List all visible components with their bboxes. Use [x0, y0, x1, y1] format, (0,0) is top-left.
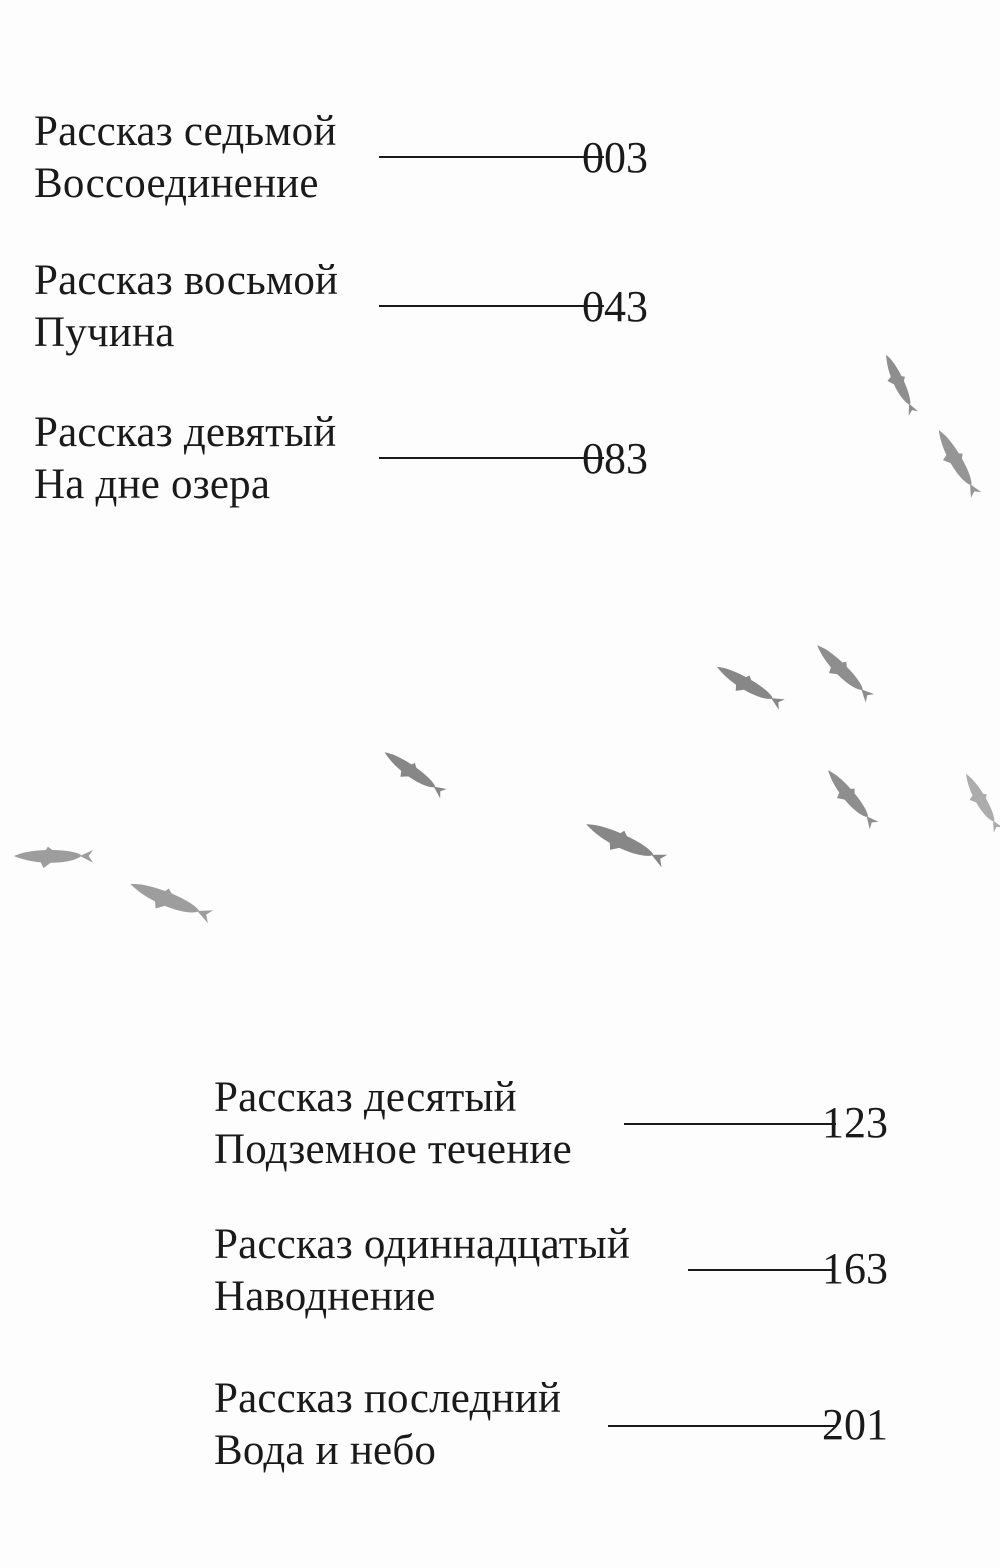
fish-group — [14, 351, 1000, 928]
story-title: Вода и небо — [214, 1427, 437, 1474]
fish-school-illustration — [0, 330, 1000, 950]
fish-icon — [929, 426, 984, 501]
story-number: Рассказ последний — [214, 1375, 562, 1422]
page-number: 201 — [822, 1400, 888, 1449]
fish-icon — [809, 639, 876, 706]
entry-title — [214, 1072, 572, 1176]
toc-entry[interactable] — [214, 1219, 974, 1329]
fish-icon — [711, 659, 786, 714]
page-number: 083 — [582, 434, 648, 483]
story-title: Пучина — [34, 309, 175, 356]
story-number: Рассказ восьмой — [34, 257, 339, 304]
entry-title — [214, 1219, 630, 1323]
leader-line — [608, 1425, 836, 1427]
fish-icon — [581, 815, 669, 873]
fish-icon — [14, 847, 93, 868]
story-number: Рассказ девятый — [34, 409, 337, 456]
story-number: Рассказ седьмой — [34, 108, 337, 155]
leader-line — [379, 305, 604, 307]
story-title: На дне озера — [34, 461, 271, 508]
fish-icon — [126, 875, 215, 929]
fish-icon — [378, 745, 448, 802]
leader-line — [624, 1123, 836, 1125]
story-title: Наводнение — [214, 1273, 436, 1320]
story-title: Подземное течение — [214, 1126, 572, 1173]
entry-title — [214, 1373, 561, 1477]
toc-entry[interactable] — [34, 106, 694, 216]
story-number: Рассказ одиннадцатый — [214, 1221, 631, 1268]
page-number: 003 — [582, 133, 648, 182]
story-number: Рассказ десятый — [214, 1074, 517, 1121]
toc-entry[interactable] — [214, 1072, 974, 1182]
leader-line — [379, 156, 604, 158]
fish-icon — [820, 765, 881, 833]
page-number: 043 — [582, 282, 648, 331]
entry-title — [34, 106, 337, 210]
page-number: 163 — [822, 1244, 888, 1293]
story-title: Воссоединение — [34, 160, 319, 207]
fish-icon — [877, 351, 920, 417]
page-number: 123 — [822, 1098, 888, 1147]
fish-icon — [957, 770, 1000, 835]
leader-line — [688, 1269, 834, 1271]
toc-entry[interactable] — [214, 1373, 974, 1483]
